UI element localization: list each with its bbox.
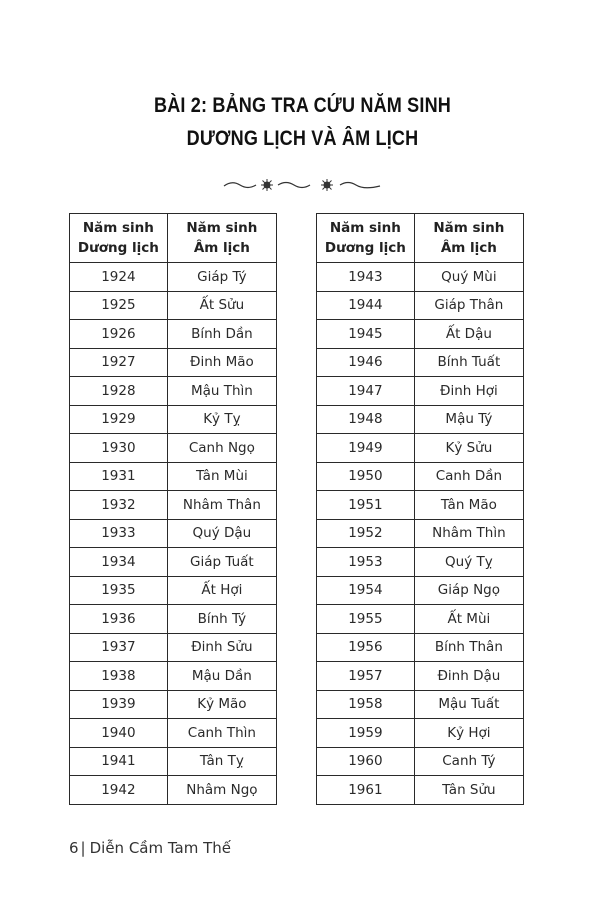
solar-year-cell: 1944 [317,291,415,320]
lunar-year-cell: Kỷ Tỵ [167,405,276,434]
table-row [317,462,524,491]
solar-year-cell: 1925 [70,291,168,320]
solar-year-cell: 1948 [317,405,415,434]
table-row [317,263,524,292]
table-row [317,633,524,662]
solar-year-cell: 1932 [70,491,168,520]
table-row [317,662,524,691]
table-row [317,776,524,805]
solar-year-cell: 1955 [317,605,415,634]
lunar-year-cell: Bính Tý [167,605,276,634]
table-row [70,576,277,605]
solar-year-cell: 1950 [317,462,415,491]
table-row [70,291,277,320]
table-row [317,377,524,406]
lunar-year-cell: Bính Tuất [414,348,523,377]
lunar-year-cell: Mậu Tuất [414,690,523,719]
table-header-row [70,214,277,263]
lunar-year-cell: Ất Sửu [167,291,276,320]
lunar-year-cell: Bính Dần [167,320,276,349]
lunar-year-cell: Tân Mùi [167,462,276,491]
solar-year-cell: 1928 [70,377,168,406]
lunar-year-cell: Quý Dậu [167,519,276,548]
table-row [70,662,277,691]
lunar-year-cell: Mậu Dần [167,662,276,691]
table-row [70,633,277,662]
table-row [70,320,277,349]
lunar-year-cell: Đinh Mão [167,348,276,377]
page-title-line-2: DƯƠNG LỊCH VÀ ÂM LỊCH [186,127,419,150]
page-number: 6 [69,839,79,857]
solar-year-cell: 1953 [317,548,415,577]
solar-year-cell: 1961 [317,776,415,805]
table-row [70,605,277,634]
lunar-year-cell: Quý Mùi [414,263,523,292]
table-row [317,690,524,719]
header-lunar-year: Năm sinh Âm lịch [414,214,523,263]
year-table-left [69,213,277,805]
table-row [317,576,524,605]
solar-year-cell: 1933 [70,519,168,548]
table-row [70,263,277,292]
lunar-year-cell: Đinh Hợi [414,377,523,406]
lunar-year-cell: Kỷ Sửu [414,434,523,463]
solar-year-cell: 1936 [70,605,168,634]
lunar-year-cell: Ất Dậu [414,320,523,349]
solar-year-cell: 1938 [70,662,168,691]
lunar-year-cell: Nhâm Thìn [414,519,523,548]
header-solar-year: Năm sinh Dương lịch [317,214,415,263]
lunar-year-cell: Ất Mùi [414,605,523,634]
solar-year-cell: 1942 [70,776,168,805]
solar-year-cell: 1946 [317,348,415,377]
solar-year-cell: 1930 [70,434,168,463]
table-row [317,605,524,634]
table-row [70,747,277,776]
lunar-year-cell: Nhâm Ngọ [167,776,276,805]
table-row [317,491,524,520]
solar-year-cell: 1935 [70,576,168,605]
lunar-year-cell: Mậu Tý [414,405,523,434]
solar-year-cell: 1954 [317,576,415,605]
table-row [70,719,277,748]
ornament-divider-icon [222,176,382,194]
table-row [70,405,277,434]
lunar-year-cell: Tân Tỵ [167,747,276,776]
lunar-year-cell: Quý Tỵ [414,548,523,577]
lunar-year-cell: Canh Ngọ [167,434,276,463]
solar-year-cell: 1929 [70,405,168,434]
solar-year-cell: 1957 [317,662,415,691]
solar-year-cell: 1931 [70,462,168,491]
solar-year-cell: 1952 [317,519,415,548]
table-row [317,719,524,748]
header-lunar-year: Năm sinh Âm lịch [167,214,276,263]
table-row [70,690,277,719]
solar-year-cell: 1949 [317,434,415,463]
solar-year-cell: 1959 [317,719,415,748]
table-row [317,519,524,548]
page-footer [69,839,231,857]
solar-year-cell: 1958 [317,690,415,719]
page-title-line-1: BÀI 2: BẢNG TRA CỨU NĂM SINH [153,94,452,117]
table-row [317,405,524,434]
solar-year-cell: 1937 [70,633,168,662]
lunar-year-cell: Giáp Tý [167,263,276,292]
lunar-year-cell: Đinh Dậu [414,662,523,691]
lunar-year-cell: Giáp Tuất [167,548,276,577]
book-title: Diễn Cầm Tam Thế [89,839,232,857]
table-row [317,434,524,463]
table-row [317,348,524,377]
solar-year-cell: 1943 [317,263,415,292]
lunar-year-cell: Kỷ Hợi [414,719,523,748]
solar-year-cell: 1939 [70,690,168,719]
table-row [70,377,277,406]
lunar-year-cell: Canh Thìn [167,719,276,748]
header-solar-year: Năm sinh Dương lịch [70,214,168,263]
solar-year-cell: 1926 [70,320,168,349]
year-table-right [316,213,524,805]
footer-separator: | [80,839,86,857]
solar-year-cell: 1951 [317,491,415,520]
lunar-year-cell: Nhâm Thân [167,491,276,520]
table-row [70,462,277,491]
solar-year-cell: 1945 [317,320,415,349]
solar-year-cell: 1956 [317,633,415,662]
lunar-year-cell: Mậu Thìn [167,377,276,406]
table-row [70,491,277,520]
table-row [70,519,277,548]
table-row [317,291,524,320]
lunar-year-cell: Kỷ Mão [167,690,276,719]
table-row [70,776,277,805]
solar-year-cell: 1927 [70,348,168,377]
solar-year-cell: 1941 [70,747,168,776]
table-row [317,548,524,577]
solar-year-cell: 1934 [70,548,168,577]
lunar-year-cell: Ất Hợi [167,576,276,605]
solar-year-cell: 1960 [317,747,415,776]
lunar-year-cell: Giáp Ngọ [414,576,523,605]
lunar-year-cell: Tân Sửu [414,776,523,805]
solar-year-cell: 1924 [70,263,168,292]
table-row [317,747,524,776]
table-row [70,434,277,463]
solar-year-cell: 1947 [317,377,415,406]
table-row [70,348,277,377]
lunar-year-cell: Giáp Thân [414,291,523,320]
solar-year-cell: 1940 [70,719,168,748]
lunar-year-cell: Canh Tý [414,747,523,776]
table-row [317,320,524,349]
lunar-year-cell: Canh Dần [414,462,523,491]
lunar-year-cell: Tân Mão [414,491,523,520]
lunar-year-cell: Đinh Sửu [167,633,276,662]
lunar-year-cell: Bính Thân [414,633,523,662]
table-header-row [317,214,524,263]
table-row [70,548,277,577]
